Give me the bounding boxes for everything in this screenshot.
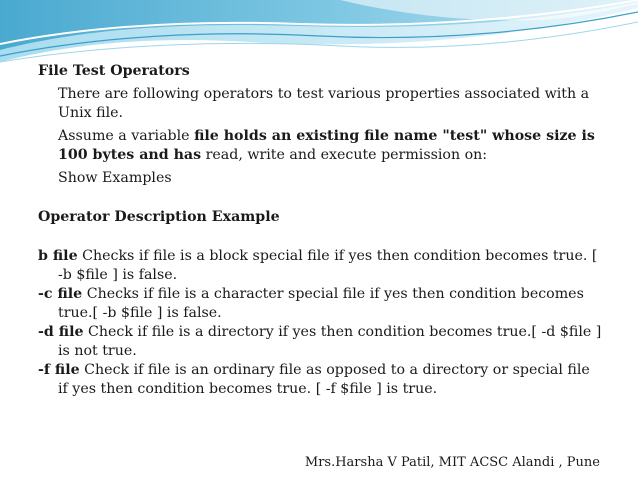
operator-description: Check if file is an ordinary file as opposed to a directory or special file if yes then condition becomes true. [ -f $file ] is true. [58, 362, 590, 397]
operator-description: Check if file is a directory if yes then condition becomes true.[ -d $file ] is not true. [58, 324, 602, 359]
assumption-bold: file holds an existing file name "test" whose size is 100 bytes and has [58, 128, 595, 163]
operator-name: -d file [38, 324, 84, 340]
operator-name: b file [38, 248, 78, 264]
operator-item [38, 323, 604, 361]
operator-item [38, 247, 604, 285]
slide-title: File Test Operators [38, 63, 190, 79]
operator-name: -c file [38, 286, 83, 302]
operator-description: Checks if file is a block special file if yes then condition becomes true. [ -b $file ] is false. [58, 248, 598, 283]
slide-footer: Mrs.Harsha V Patil, MIT ACSC Alandi , Pune [304, 455, 600, 470]
assumption-pre: Assume a variable [58, 128, 195, 144]
assumption-paragraph [38, 127, 604, 165]
operator-description: Checks if file is a character special file if yes then condition becomes true.[ -b $file ] is false. [58, 286, 584, 321]
operator-item [38, 285, 604, 323]
operator-item [38, 361, 604, 399]
slide-content [38, 62, 604, 399]
operator-name: -f file [38, 362, 80, 378]
show-examples-text: Show Examples [58, 170, 172, 186]
table-header: Operator Description Example [38, 209, 280, 225]
assumption-post: read, write and execute permission on: [201, 147, 488, 163]
intro-paragraph: There are following operators to test various properties associated with a Unix file. [58, 86, 590, 121]
